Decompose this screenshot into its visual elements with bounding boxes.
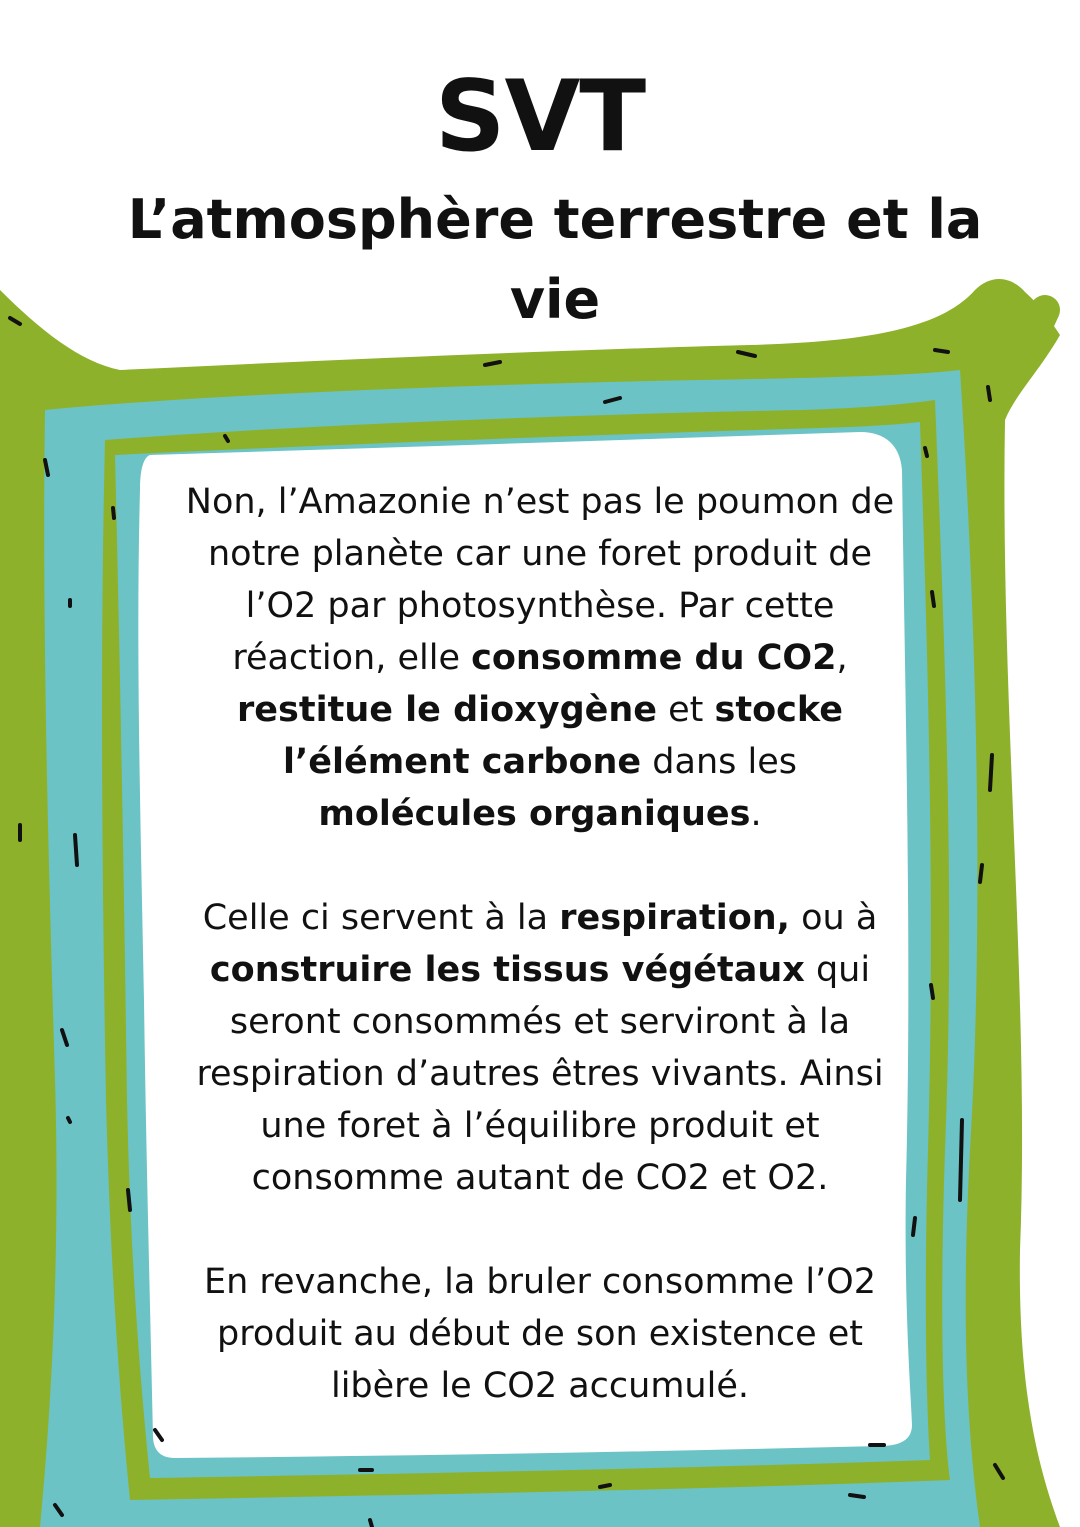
p1-bold-molecules: molécules organiques	[318, 794, 751, 834]
p1-text-1: Non, l’Amazonie n’est pas le poumon de notre planète car une foret produit de l’O2 par photosynthèse. Par cette réaction, elle	[185, 482, 895, 678]
p1-bold-stocke: stocke l’élément carbone	[282, 690, 843, 782]
paragraph-respiration	[180, 892, 900, 1204]
p1-text-3: et	[657, 690, 715, 730]
p2-bold-respiration: respiration,	[559, 898, 790, 938]
p2-bold-construire: construire les tissus végétaux	[209, 950, 805, 990]
page-subtitle: L’atmosphère terrestre et la vie	[127, 188, 983, 331]
p1-text-2: ,	[836, 638, 848, 678]
paragraph-bruler	[180, 1256, 900, 1412]
page-title-subject: SVT	[434, 60, 646, 174]
p1-bold-consomme: consomme du CO2	[471, 638, 837, 678]
p3-text-1: En revanche, la bruler consomme l’O2 produit au début de son existence et libère le CO2 accumulé.	[204, 1262, 876, 1406]
p1-bold-restitue: restitue le dioxygène	[237, 690, 658, 730]
p1-text-4: dans les	[641, 742, 797, 782]
body-text-block	[180, 476, 900, 1412]
paragraph-amazonie	[180, 476, 900, 840]
p2-text-3: qui seront consommés et serviront à la respiration d’autres êtres vivants. Ainsi une foret à l’équilibre produit et consomme autant de CO2 et O2.	[196, 950, 884, 1198]
p2-text-1: Celle ci servent à la	[202, 898, 560, 938]
p1-text-5: .	[750, 794, 762, 834]
p2-text-2: ou à	[789, 898, 878, 938]
